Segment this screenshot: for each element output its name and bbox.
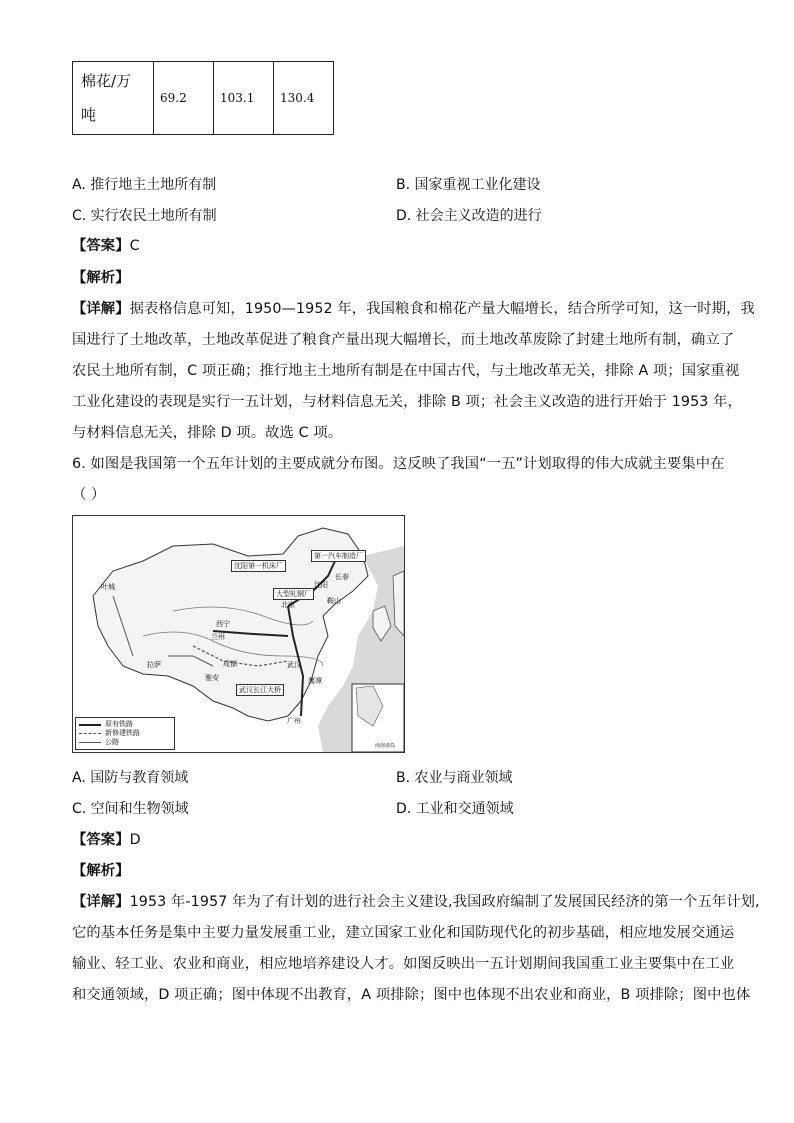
row-label-line1: 棉花/万 bbox=[81, 72, 132, 90]
map-city: 叶城 bbox=[101, 583, 115, 591]
q5-option-b: B. 国家重视工业化建设 bbox=[396, 177, 541, 193]
map-city: 拉萨 bbox=[147, 661, 161, 669]
row-label-line2: 吨 bbox=[81, 106, 97, 124]
q6-option-b: B. 农业与商业领域 bbox=[396, 770, 513, 786]
map-label-box: 大型轧钢厂 bbox=[273, 588, 314, 600]
q6-stem-blank: （ ） bbox=[72, 487, 106, 503]
q5-detail-line: 工业化建设的表现是实行一五计划，与材料信息无关，排除 B 项；社会主义改造的进行开始于 1953 年， bbox=[72, 394, 742, 410]
q6-option-a: A. 国防与教育领域 bbox=[72, 770, 189, 786]
detail-label: 【详解】 bbox=[72, 301, 130, 317]
q6-answer bbox=[72, 829, 141, 849]
q6-detail-line bbox=[72, 891, 760, 911]
map-city: 沈阳 bbox=[314, 581, 328, 589]
map-city: 武汉 bbox=[287, 661, 301, 669]
value-cell: 103.1 bbox=[214, 62, 274, 135]
q5-detail-line: 与材料信息无关，排除 D 项。故选 C 项。 bbox=[72, 425, 343, 441]
q6-detail-line: 和交通领域，D 项正确；图中体现不出教育，A 项排除；图中也体现不出农业和商业，B 项排除；图中也体 bbox=[72, 987, 751, 1003]
answer-label: 【答案】 bbox=[72, 832, 130, 848]
map-city: 鞍山 bbox=[327, 597, 341, 605]
detail-text: 据表格信息可知，1950—1952 年，我国粮食和棉花产量大幅增长，结合所学可知，这一时期，我 bbox=[129, 301, 755, 317]
q5-analysis-label: 【解析】 bbox=[72, 270, 130, 286]
map-city: 长春 bbox=[335, 573, 349, 581]
q6-detail-line: 输业、轻工业、农业和商业，相应地培养建设人才。如图反映出一五计划期间我国重工业主要集中在工业 bbox=[72, 956, 735, 972]
production-table bbox=[72, 61, 334, 135]
legend-swatch bbox=[79, 733, 101, 734]
legend-swatch bbox=[79, 742, 101, 743]
legend-swatch bbox=[79, 724, 101, 726]
q6-analysis-label: 【解析】 bbox=[72, 863, 130, 879]
map-city: 北京 bbox=[281, 601, 295, 609]
map-label-box: 沈阳第一机床厂 bbox=[231, 560, 286, 572]
map-city: 西宁 bbox=[216, 620, 230, 628]
legend-label: 原有铁路 bbox=[105, 720, 133, 728]
q5-detail-line: 农民土地所有制，C 项正确；推行地主土地所有制是在中国古代，与土地改革无关，排除 A 项；国家重视 bbox=[72, 363, 740, 379]
inset-label: 南海诸岛 bbox=[375, 743, 396, 749]
map-city: 雅安 bbox=[205, 674, 219, 682]
map-city: 成都 bbox=[223, 660, 237, 668]
map-legend bbox=[75, 717, 175, 750]
legend-item bbox=[79, 729, 171, 738]
answer-value: D bbox=[129, 832, 141, 848]
q5-option-a: A. 推行地主土地所有制 bbox=[72, 177, 217, 193]
q6-detail-line: 它的基本任务是集中主要力量发展重工业，建立国家工业化和国防现代化的初步基础，相应地发展交通运 bbox=[72, 925, 735, 941]
q5-detail-line: 国进行了土地改革，土地改革促进了粮食产量出现大幅增长，而土地改革废除了封建土地所有制，确立了 bbox=[72, 332, 735, 348]
table-row bbox=[73, 62, 334, 135]
value-cell: 69.2 bbox=[154, 62, 214, 135]
five-year-plan-map bbox=[72, 515, 405, 753]
q6-option-d: D. 工业和交通领域 bbox=[396, 801, 514, 817]
answer-label: 【答案】 bbox=[72, 238, 130, 254]
q5-option-d: D. 社会主义改造的进行 bbox=[396, 208, 542, 224]
row-label-cell bbox=[73, 62, 154, 135]
answer-value: C bbox=[129, 238, 140, 254]
value-cell: 130.4 bbox=[274, 62, 334, 135]
map-city: 鹰潭 bbox=[308, 677, 322, 685]
map-city: 广州 bbox=[287, 717, 301, 725]
detail-text: 1953 年-1957 年为了有计划的进行社会主义建设,我国政府编制了发展国民经济的第一个五年计划, bbox=[129, 894, 760, 910]
q5-option-c: C. 实行农民土地所有制 bbox=[72, 208, 217, 224]
map-label-box: 第一汽车制造厂 bbox=[311, 550, 366, 562]
q6-stem: 6. 如图是我国第一个五年计划的主要成就分布图。这反映了我国“一五”计划取得的伟大成就主要集中在 bbox=[72, 456, 725, 472]
q5-detail-line bbox=[72, 298, 755, 318]
map-label-box: 武汉长江大桥 bbox=[236, 684, 284, 696]
legend-label: 新修建铁路 bbox=[105, 729, 140, 737]
q6-option-c: C. 空间和生物领域 bbox=[72, 801, 189, 817]
detail-label: 【详解】 bbox=[72, 894, 130, 910]
q5-answer bbox=[72, 235, 140, 255]
legend-item bbox=[79, 720, 171, 729]
legend-item bbox=[79, 738, 171, 747]
legend-label: 公路 bbox=[105, 738, 119, 746]
map-city: 兰州 bbox=[211, 633, 225, 641]
